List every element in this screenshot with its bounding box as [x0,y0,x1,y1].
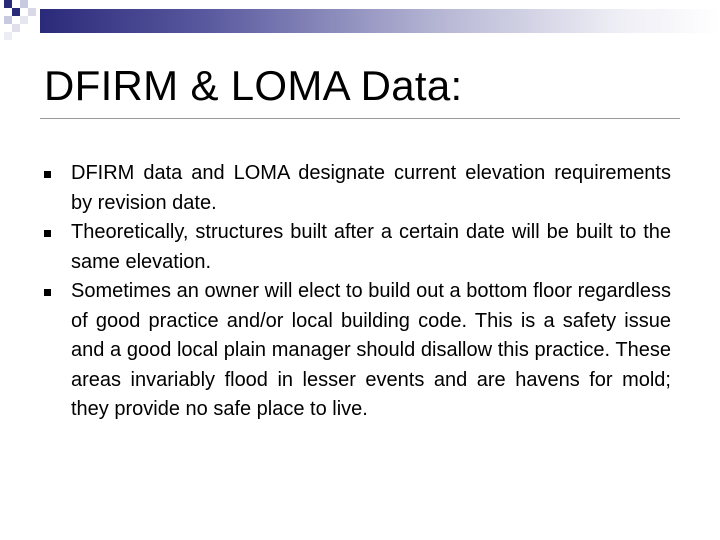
checker-square [12,24,20,32]
corner-checker-decoration [0,0,40,44]
bullet-item [44,277,671,425]
checker-square [4,16,12,24]
bullet-text: Sometimes an owner will elect to build out a bottom floor regardless of good practice and/or local building code. This is a safety issue and a good local plain manager should disallow this practice. These areas invariably flood in lesser events and are havens for mold; they provide no safe place to live. [71,280,671,420]
bullet-item [44,159,671,218]
checker-square [20,16,28,24]
square-bullet-icon [44,289,51,296]
checker-square [20,0,28,8]
checker-square [4,0,12,8]
checker-square [28,8,36,16]
square-bullet-icon [44,230,51,237]
bullet-list [44,159,671,425]
checker-square [4,32,12,40]
bullet-item [44,218,671,277]
slide-title: DFIRM & LOMA Data: [44,62,463,109]
checker-square [12,8,20,16]
header-gradient-bar [40,9,720,33]
square-bullet-icon [44,171,51,178]
bullet-text: Theoretically, structures built after a certain date will be built to the same elevation. [71,221,671,273]
bullet-text: DFIRM data and LOMA designate current elevation requirements by revision date. [71,162,671,214]
title-divider [40,118,680,119]
